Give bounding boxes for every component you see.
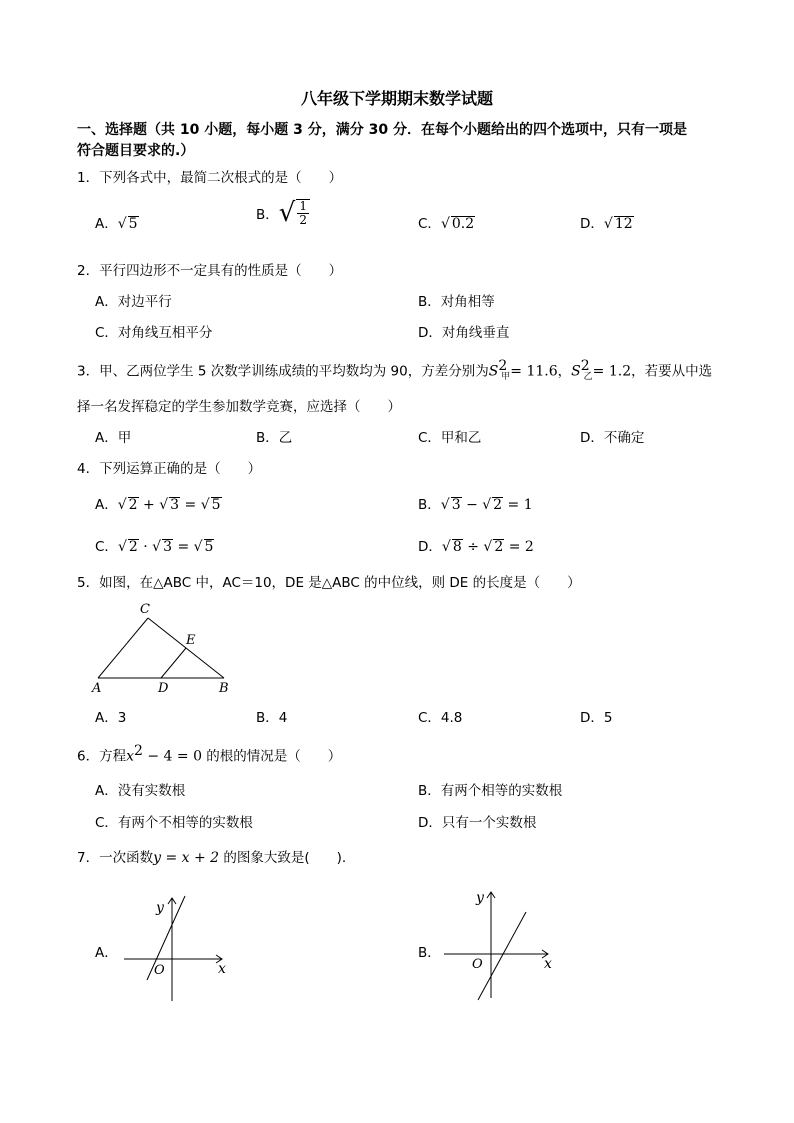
q7-option-b-label: B．: [418, 945, 441, 961]
q3-option-b: B．乙: [256, 430, 293, 446]
page-title: 八年级下学期期末数学试题: [300, 89, 493, 108]
function-line: [478, 912, 526, 1000]
q2-stem: 2．平行四边形不一定具有的性质是（ ）: [77, 263, 343, 279]
q3-stem-line1: 3．甲、乙两位学生 5 次数学训练成绩的平均数均为 90，方差分别为$S^2_甲= 11.6$，$S^2_乙= 1.2$，若要从中选: [77, 358, 713, 383]
q2-option-c: C．对角线互相平分: [95, 325, 213, 341]
q6-stem: 6．方程$x^2 - 4 = 0$ 的根的情况是（ ）: [77, 743, 342, 765]
q1-option-c: C．√ 0.2: [418, 216, 475, 232]
triangle-side-ac: [98, 618, 148, 678]
label-c: C: [140, 602, 150, 617]
q4-option-d: D．√ 8 ÷ √ 2 = 2: [418, 539, 534, 555]
label-d: D: [158, 681, 169, 696]
q3-stem-line2: 择一名发挥稳定的学生参加数学竞赛，应选择（ ）: [77, 399, 401, 415]
label-e: E: [186, 633, 196, 648]
origin-label: O: [154, 963, 165, 978]
q7-graph-a: [118, 888, 238, 1008]
q4-option-a: A．√ 2 + √ 3 = √ 5: [95, 497, 221, 513]
y-label: y: [156, 900, 164, 916]
q3-option-c: C．甲和乙: [418, 430, 482, 446]
q2-option-d: D．对角线垂直: [418, 325, 510, 341]
midline-de: [161, 648, 186, 678]
q7-stem: 7．一次函数y = x + 2 的图象大致是( ).: [77, 850, 347, 866]
q4-stem: 4．下列运算正确的是（ ）: [77, 461, 262, 477]
y-label: y: [476, 890, 484, 906]
origin-label: O: [472, 957, 483, 972]
q7-option-a-label: A．: [95, 945, 118, 961]
q5-triangle-figure: [88, 598, 248, 698]
q3-option-d: D．不确定: [580, 430, 645, 446]
q5-option-a: A．3: [95, 710, 127, 726]
q6-option-a: A．没有实数根: [95, 783, 186, 799]
section-header-line2: 符合题目要求的.）: [77, 143, 195, 159]
label-a: A: [92, 681, 102, 696]
q7-graph-b: [440, 884, 564, 1008]
q5-stem: 5．如图，在△ABC 中，AC＝10，DE 是△ABC 的中位线，则 DE 的长度是（ ）: [77, 575, 581, 591]
label-b: B: [219, 681, 229, 696]
q1-option-b: B．√ $\frac{1}{2}$: [256, 198, 310, 228]
x-label: x: [218, 961, 226, 977]
q6-option-d: D．只有一个实数根: [418, 815, 537, 831]
q5-option-b: B．4: [256, 710, 288, 726]
section-header-line1: 一、选择题（共 10 小题，每小题 3 分，满分 30 分．在每个小题给出的四个选项中，只有一项是: [77, 122, 687, 138]
q4-option-c: C．√ 2 · √ 3 = √ 5: [95, 539, 214, 555]
x-label: x: [544, 956, 552, 972]
q1-stem: 1．下列各式中，最简二次根式的是（ ）: [77, 170, 343, 186]
q6-option-b: B．有两个相等的实数根: [418, 783, 563, 799]
q5-option-c: C．4.8: [418, 710, 463, 726]
q1-option-a: A．√ 5: [95, 216, 138, 232]
q5-option-d: D．5: [580, 710, 613, 726]
function-line: [147, 896, 185, 980]
q3-option-a: A．甲: [95, 430, 132, 446]
q4-option-b: B．√ 3 − √ 2 = 1: [418, 497, 533, 513]
q1-option-d: D．√ 12: [580, 216, 633, 232]
q2-option-b: B．对角相等: [418, 294, 495, 310]
q6-option-c: C．有两个不相等的实数根: [95, 815, 253, 831]
q2-option-a: A．对边平行: [95, 294, 172, 310]
